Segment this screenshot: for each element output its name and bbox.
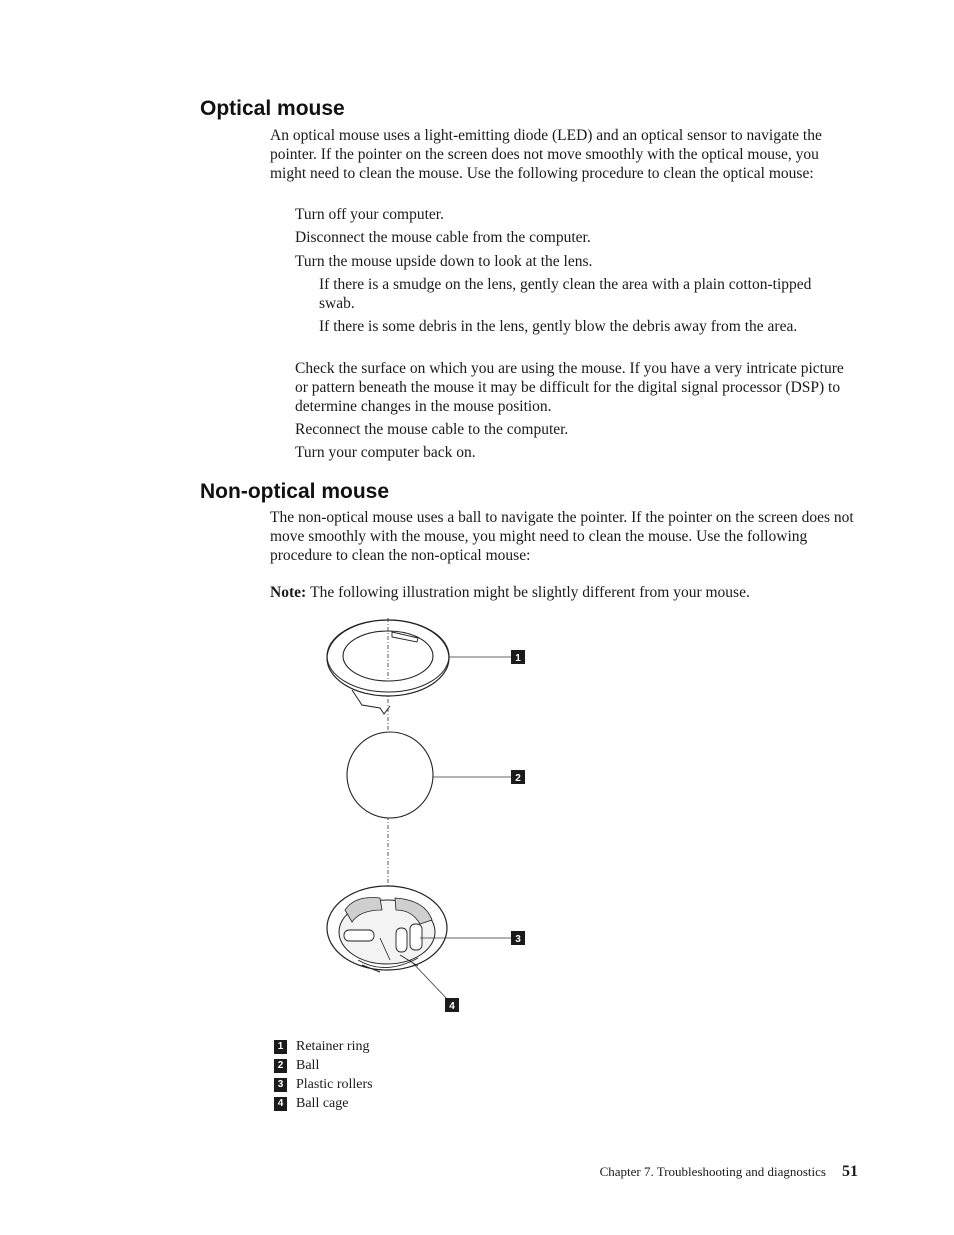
non-optical-intro-paragraph: The non-optical mouse uses a ball to navigate the pointer. If the pointer on the screen does not move smoothly with the mouse, you might need to clean the mouse. Use the following procedure to clean the non-optical mouse: <box>270 509 854 564</box>
legend-label: Ball <box>296 1057 320 1073</box>
legend-label: Ball cage <box>296 1095 349 1111</box>
note-label: Note: <box>270 584 307 601</box>
svg-text:4: 4 <box>449 1001 455 1012</box>
note-paragraph <box>270 584 856 603</box>
legend-item <box>274 1075 373 1094</box>
page-footer <box>600 1163 858 1181</box>
optical-step-1: Turn off your computer. <box>295 206 444 223</box>
optical-step-6: Turn your computer back on. <box>295 444 476 461</box>
legend-item <box>274 1094 373 1113</box>
ball-cage-drawing <box>327 886 447 972</box>
legend-item <box>274 1056 373 1075</box>
legend-badge: 1 <box>274 1040 287 1054</box>
ball-drawing <box>347 732 433 818</box>
callout-3 <box>511 931 525 945</box>
optical-step-4: Check the surface on which you are using the mouse. If you have a very intricate picture or pattern beneath the mouse it may be difficult for the digital signal processor (DSP) to determine changes in the mouse position. <box>295 360 844 415</box>
legend-label: Retainer ring <box>296 1038 370 1054</box>
legend-item <box>274 1037 373 1056</box>
page-number: 51 <box>842 1163 858 1180</box>
section-heading-non-optical-mouse: Non-optical mouse <box>200 480 390 503</box>
mouse-ball-assembly-illustration <box>300 610 540 1020</box>
callout-2 <box>511 770 525 784</box>
optical-intro-paragraph: An optical mouse uses a light-emitting diode (LED) and an optical sensor to navigate the pointer. If the pointer on the screen does not move smoothly with the optical mouse, you might need to clean the mouse. Use the following procedure to clean the optical mouse: <box>270 127 822 182</box>
callout-1 <box>511 650 525 664</box>
optical-substep-1: If there is a smudge on the lens, gently clean the area with a plain cotton-tipped swab. <box>319 276 812 312</box>
optical-step-3: Turn the mouse upside down to look at the lens. <box>295 253 593 270</box>
section-heading-optical-mouse: Optical mouse <box>200 97 345 120</box>
legend-badge: 2 <box>274 1059 287 1073</box>
svg-text:2: 2 <box>515 773 521 784</box>
figure-legend <box>274 1037 373 1113</box>
legend-badge: 4 <box>274 1097 287 1111</box>
svg-text:3: 3 <box>515 934 521 945</box>
legend-label: Plastic rollers <box>296 1076 373 1092</box>
optical-step-2: Disconnect the mouse cable from the computer. <box>295 229 591 246</box>
callout-4-leader <box>410 960 448 1000</box>
footer-chapter-title: Chapter 7. Troubleshooting and diagnostics <box>599 1164 826 1179</box>
optical-substep-2: If there is some debris in the lens, gently blow the debris away from the area. <box>319 318 798 335</box>
svg-text:1: 1 <box>515 653 521 664</box>
note-text: The following illustration might be slightly different from your mouse. <box>310 584 750 601</box>
optical-step-5: Reconnect the mouse cable to the computer. <box>295 421 569 438</box>
callout-4 <box>445 998 459 1012</box>
legend-badge: 3 <box>274 1078 287 1092</box>
